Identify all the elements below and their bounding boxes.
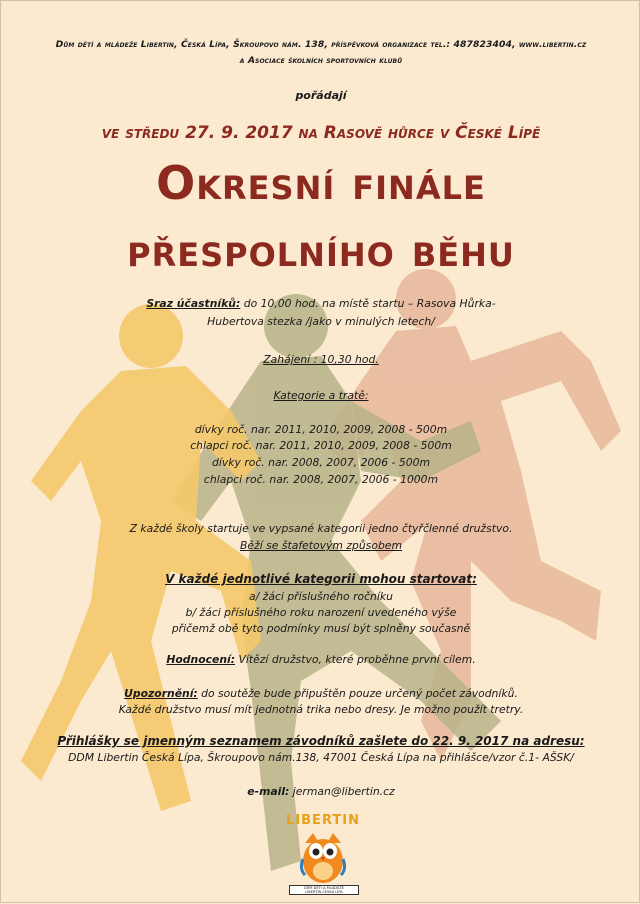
poradaji-text: pořádají [295,89,347,102]
kategorie-item: dívky roč. nar. 2008, 2007, 2006 - 500m [212,456,430,469]
hodnoceni-label: Hodnocení: [166,653,236,666]
logo-name: LIBERTIN [286,813,360,828]
druzstvo-line-2: Běží se štafetovým způsobem [240,539,402,552]
email-label: e-mail: [247,785,290,798]
sraz-text: do 10,00 hod. na místě startu – Rasova Hůrka- [240,297,496,310]
upozorneni-line-2: Každé družstvo musí mít jednotná trika nebo dresy. Je možno použít tretry. [118,703,524,716]
upozorneni-line [1,687,640,700]
prihlasky-line-1: Přihlášky se jmenným seznamem závodníků zašlete do 22. 9. 2017 na adresu: [57,734,585,748]
startovat-item: a/ žáci příslušného ročníku [248,590,393,603]
libertin-logo [283,813,363,897]
prihlasky-line-2: DDM Libertin Česká Lípa, Škroupovo nám.138, 47001 Česká Lípa na přihlášce/vzor č.1- AŠSK/ [68,751,574,764]
sraz-label: Sraz účastníků: [146,297,241,310]
startovat-item: přičemž obě tyto podmínky musí být splněny současně [171,622,471,635]
logo-sub-line-2: LIBERTIN ČESKÁ LÍPA [305,890,343,895]
organizer-line-2: a Asociace školních sportovních klubů [239,55,403,66]
kategorie-item: chlapci roč. nar. 2008, 2007, 2006 - 1000m [203,473,439,486]
sraz-line [1,297,640,310]
owl-icon [299,829,347,885]
startovat-item: b/ žáci příslušného roku narození uvedeného výše [185,606,457,619]
title-line-2: přespolního běhu [127,223,515,277]
kategorie-heading: Kategorie a tratě: [273,389,369,402]
organizer-line-1: Dům dětí a mládeže Libertin, Česká Lípa, Škroupovo nám. 138, příspěvková organizace tel.: 487823404, www.libertin.cz [55,39,587,50]
upozorneni-label: Upozornění: [124,687,198,700]
druzstvo-line-1: Z každé školy startuje ve vypsané kategorii jedno čtyřčlenné družstvo. [129,522,513,535]
kategorie-item: chlapci roč. nar. 2011, 2010, 2009, 2008 - 500m [190,439,452,452]
logo-subtitle [289,885,359,895]
email-value[interactable]: jerman@libertin.cz [289,785,395,798]
email-line [1,785,640,798]
hodnoceni-text: Vítězí družstvo, které proběhne první cílem. [235,653,476,666]
sraz-line-2: Hubertova stezka /jako v minulých letech/ [207,315,435,328]
event-date-location: ve středu 27. 9. 2017 na Rasově hůrce v České Lípě [101,123,541,143]
title-line-1: Okresní finále [156,156,486,210]
upozorneni-text: do soutěže bude připuštěn pouze určený počet závodníků. [197,687,518,700]
zahajeni-text: Zahájení : 10,30 hod. [263,353,379,366]
startovat-heading: V každé jednotlivé kategorii mohou startovat: [165,572,477,586]
hodnoceni-line [1,653,640,666]
logo-sub-line-1: DŮM DĚTÍ A MLÁDEŽE [303,886,345,890]
kategorie-item: dívky roč. nar. 2011, 2010, 2009, 2008 - 500m [194,423,448,436]
